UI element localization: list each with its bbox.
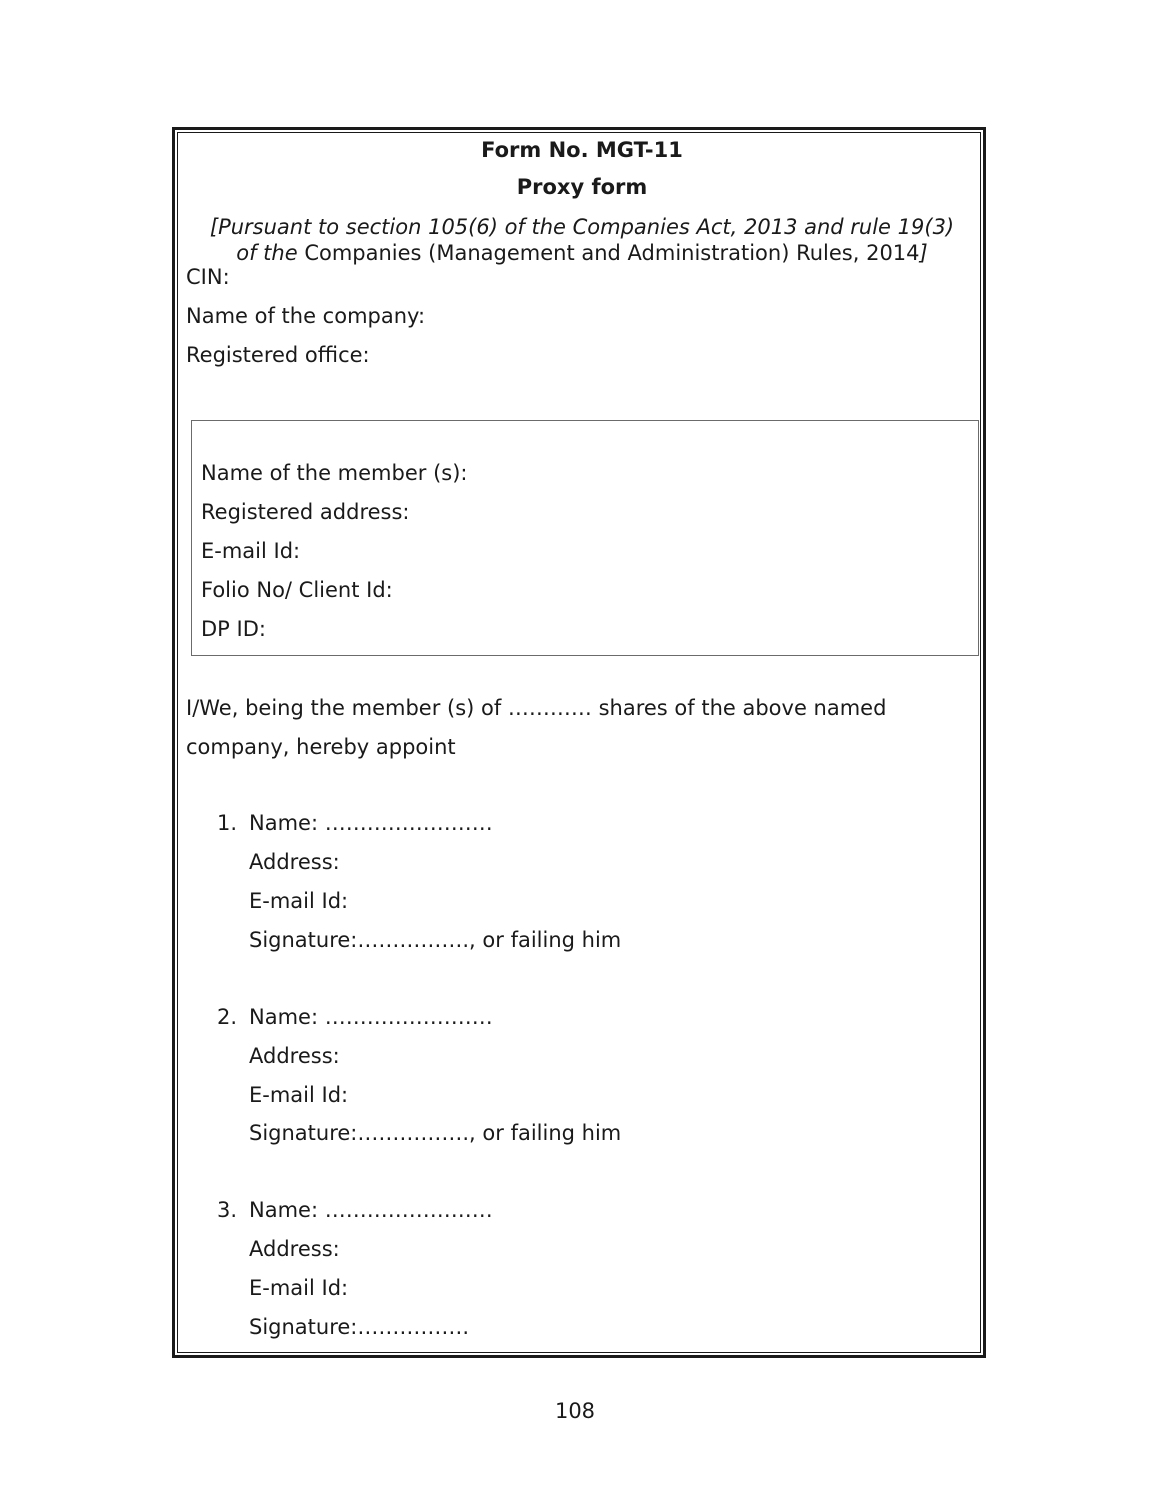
dp-id-label: DP ID:: [201, 617, 266, 641]
form-title: Proxy form: [516, 175, 648, 199]
form-number: Form No. MGT-11: [481, 138, 683, 162]
pursuant-of-the: of the: [236, 241, 298, 265]
proxy-1-address: Address:: [249, 850, 340, 874]
proxy-2-name: Name: ……………………: [249, 1005, 493, 1029]
member-name-label: Name of the member (s):: [201, 461, 468, 485]
folio-client-id-label: Folio No/ Client Id:: [201, 578, 393, 602]
member-details-box: [191, 420, 979, 656]
proxy-3-name: Name: ……………………: [249, 1198, 493, 1222]
pursuant-line-1: [175, 215, 989, 239]
pursuant-text-1: [Pursuant to section 105(6) of the Companies Act, 2013 and rule 19(3): [209, 215, 955, 239]
registered-office-label: Registered office:: [186, 343, 370, 367]
proxy-3-number: 3.: [217, 1198, 238, 1222]
proxy-1-number: 1.: [217, 811, 238, 835]
pursuant-line-2: [175, 241, 989, 265]
proxy-1-email: E-mail Id:: [249, 889, 349, 913]
proxy-1-name: Name: ……………………: [249, 811, 493, 835]
form-frame: [172, 127, 986, 1358]
proxy-2-number: 2.: [217, 1005, 238, 1029]
pursuant-rules-name: Companies (Management and Administration) Rules, 2014: [297, 241, 920, 265]
proxy-3-address: Address:: [249, 1237, 340, 1261]
proxy-2-address: Address:: [249, 1044, 340, 1068]
cin-label: CIN:: [186, 265, 230, 289]
email-id-label: E-mail Id:: [201, 539, 301, 563]
registered-address-label: Registered address:: [201, 500, 410, 524]
pursuant-close-bracket: ]: [919, 241, 928, 265]
appoint-line-1: I/We, being the member (s) of ………… shares of the above named: [186, 696, 887, 720]
page-number: 108: [554, 1399, 596, 1423]
appoint-line-2: company, hereby appoint: [186, 735, 456, 759]
proxy-3-signature: Signature:…………….: [249, 1315, 470, 1339]
proxy-3-email: E-mail Id:: [249, 1276, 349, 1300]
proxy-2-signature: Signature:……………., or failing him: [249, 1121, 622, 1145]
proxy-1-signature: Signature:……………., or failing him: [249, 928, 622, 952]
proxy-2-email: E-mail Id:: [249, 1083, 349, 1107]
company-name-label: Name of the company:: [186, 304, 426, 328]
